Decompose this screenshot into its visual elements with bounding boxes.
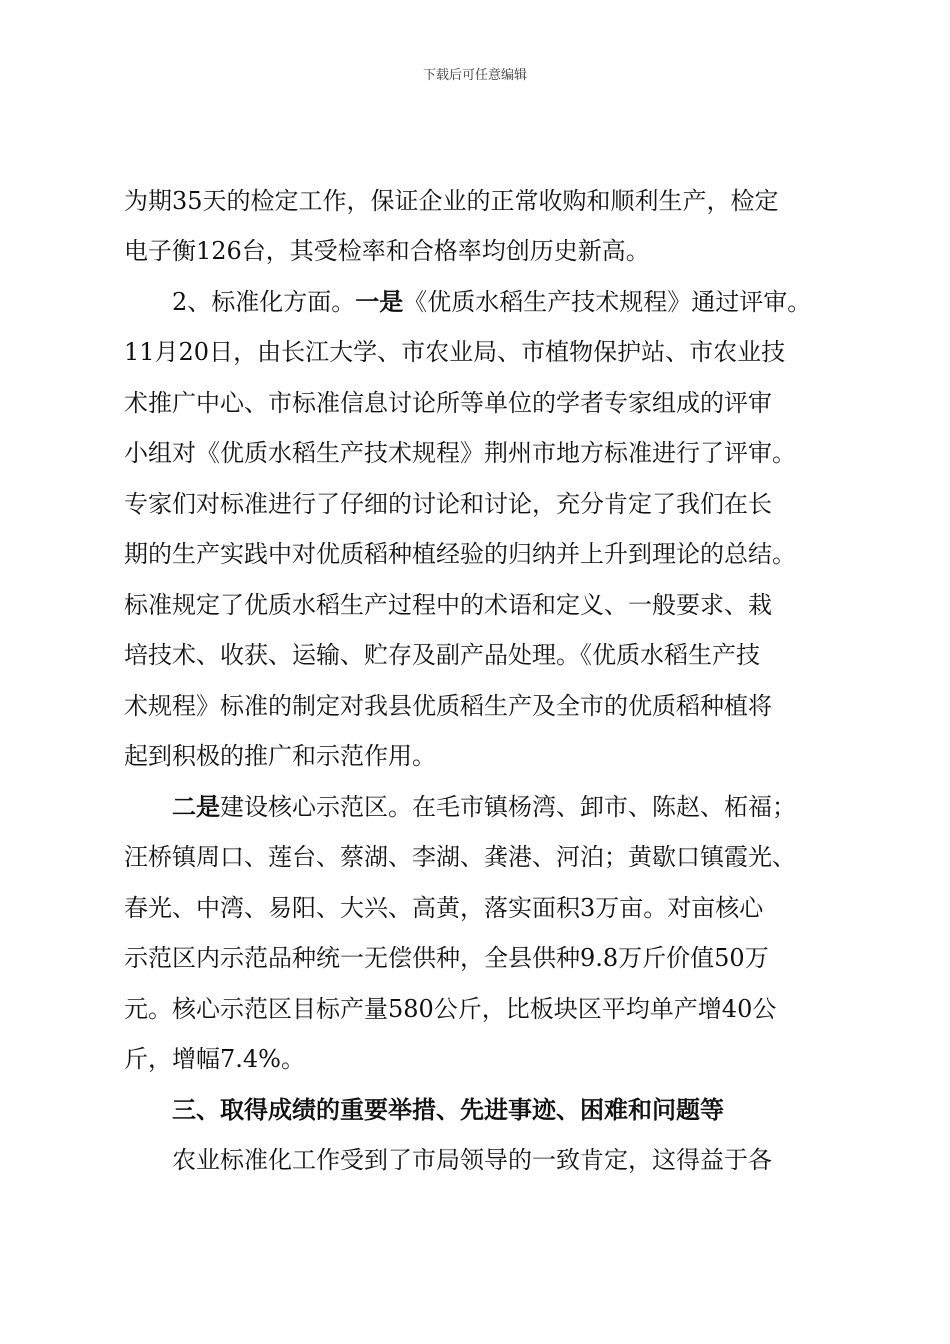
paragraph-line — [172, 792, 796, 822]
body-line: 术规程》标准的制定对我县优质稻生产及全市的优质稻种植将 — [124, 692, 772, 720]
emphasis-label: 一是 — [355, 288, 404, 316]
body-line: 农业标准化工作受到了市局领导的一致肯定，这得益于各 — [172, 1146, 772, 1174]
page-header: 下载后可任意编辑 — [422, 68, 527, 83]
body-line: 示范区内示范品种统一无偿供种，全县供种9.8万斤价值50万 — [124, 944, 769, 972]
body-line: 培技术、收获、运输、贮存及副产品处理。《优质水稻生产技 — [124, 641, 760, 669]
emphasis-label: 二是 — [172, 793, 220, 821]
body-line: 春光、中湾、易阳、大兴、高黄，落实面积3万亩。对亩核心 — [124, 894, 764, 922]
body-text: 《优质水稻生产技术规程》通过评审。 — [403, 288, 812, 316]
section-label: 2、标准化方面。 — [172, 288, 356, 316]
body-line: 为期35天的检定工作，保证企业的正常收购和顺利生产，检定 — [124, 187, 779, 215]
body-line: 11月20日，由长江大学、市农业局、市植物保护站、市农业技 — [124, 338, 786, 366]
body-line: 电子衡126台，其受检率和合格率均创历史新高。 — [124, 237, 650, 265]
body-line: 术推广中心、市标准信息讨论所等单位的学者专家组成的评审 — [124, 389, 772, 417]
body-line: 元。核心示范区目标产量580公斤，比板块区平均单产增40公 — [124, 995, 777, 1023]
body-line: 专家们对标准进行了仔细的讨论和讨论，充分肯定了我们在长 — [124, 490, 772, 518]
body-line: 小组对《优质水稻生产技术规程》荆州市地方标准进行了评审。 — [124, 439, 796, 467]
paragraph-line — [172, 287, 811, 317]
body-line: 标准规定了优质水稻生产过程中的术语和定义、一般要求、栽 — [124, 591, 772, 619]
body-line: 斤，增幅7.4%。 — [124, 1045, 305, 1073]
body-line: 期的生产实践中对优质稻种植经验的归纳并上升到理论的总结。 — [124, 540, 796, 568]
body-line: 汪桥镇周口、莲台、蔡湖、李湖、龚港、河泊；黄歇口镇霞光、 — [124, 843, 796, 871]
body-line: 起到积极的推广和示范作用。 — [124, 742, 436, 770]
section-heading: 三、取得成绩的重要举措、先进事迹、困难和问题等 — [172, 1096, 724, 1124]
body-text: 建设核心示范区。在毛市镇杨湾、卸市、陈赵、柘福； — [220, 793, 796, 821]
